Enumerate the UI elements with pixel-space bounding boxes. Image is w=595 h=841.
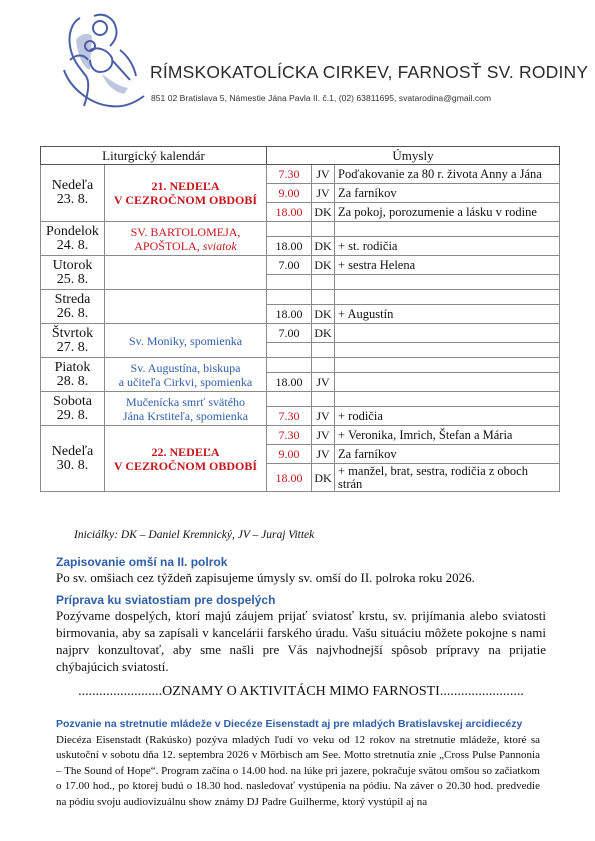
mass-intention [335,290,560,305]
table-header-row [41,147,560,165]
day-cell [41,256,105,290]
celebrant: DK [312,464,335,492]
celebrant: JV [312,445,335,464]
mass-time: 7.30 [267,407,312,426]
feast-title: Sv. Moniky, spomienka [128,333,243,348]
intentions-column-header: Úmysly [267,147,560,165]
organization-name: RÍMSKOKATOLÍCKA CIRKEV, FARNOSŤ SV. RODINY [150,62,589,82]
mass-time [267,358,312,373]
feast-title: 21. NEDEĽA [151,179,220,193]
feast-title: Sv. Augustína, biskupa [130,360,241,375]
day-cell [41,165,105,222]
celebrant: DK [312,324,335,343]
mass-intention: Poďakovanie za 80 r. života Anny a Jána [335,165,560,184]
table-row [41,392,560,407]
day-date: 24. 8. [56,237,89,253]
feast-cell [105,222,267,256]
feast-title: V CEZROČNOM OBDOBÍ [113,458,258,473]
feast-cell [105,256,267,290]
holy-family-logo-icon [50,10,152,110]
feast-title: 22. NEDEĽA [151,444,220,459]
section-text: Po sv. omšiach cez týždeň zapisujeme úmysly sv. omší do II. polroka roku 2026. [56,570,475,585]
mass-intention [335,275,560,290]
feast-title: APOŠTOLA, [134,238,200,253]
feast-cell [105,426,267,492]
initials-legend: Iniciálky: DK – Daniel Kremnický, JV – Juraj Vittek [74,529,315,541]
calendar-column-header: Liturgický kalendár [41,147,267,165]
table-row [41,426,560,445]
announcements-heading: ........................OZNAMY O AKTIVITÁCH MIMO FARNOSTI........................ [78,684,524,699]
day-date: 29. 8. [56,407,89,423]
feast-cell [105,290,267,324]
mass-intention: + rodičia [335,407,560,426]
day-name: Nedeľa [51,178,94,193]
celebrant [312,343,335,358]
celebrant: DK [312,203,335,222]
feast-rank: sviatok [202,238,237,253]
page-header [50,10,589,110]
mass-intention [335,358,560,373]
table-row [41,324,560,343]
section-title: Zapisovanie omší na II. polrok [56,555,228,569]
table-row [41,222,560,237]
day-name: Štvrtok [51,325,94,341]
section-text: Diecéza Eisenstadt (Rakúsko) pozýva mladých ľudí vo veku od 12 rokov na stretnutie mládeže, ktoré sa uskutoční v sobotu dňa 12. septembra 2026 v Mörbisch am See. Motto stretnutia znie „Cross Pulse Pannonia – The Sound of Hope“. Program začína o 14.00 hod. na lúke pri jazere, pokračuje svätou omšou so začiatkom o 17.00 hod., po ktorej budú o 18.30 hod. nasledovať vystúpenia na pódiu. Na záver o 20.30 hod. predvedie na pódiu svoju audiovizuálnu show známy DJ Padre Guilherme, ktorý vystúpil aj na [56,734,540,808]
feast-title: Mučenícka smrť svätého [125,394,246,409]
mass-time: 18.00 [267,464,312,492]
celebrant: JV [312,407,335,426]
mass-time: 7.30 [267,426,312,445]
feast-title: a učiteľa Cirkvi, spomienka [118,374,253,389]
feast-title: V CEZROČNOM OBDOBÍ [113,193,258,207]
section-title: Pozvanie na stretnutie mládeže v Diecéze Eisenstadt aj pre mladých Bratislavskej arcidiecézy [56,718,523,730]
mass-time: 18.00 [267,237,312,256]
celebrant [312,358,335,373]
feast-title: Jána Krstiteľa, spomienka [122,408,249,423]
celebrant [312,290,335,305]
mass-time [267,343,312,358]
table-row [41,256,560,275]
celebrant: DK [312,256,335,275]
organization-address: 851 02 Bratislava 5, Námestie Jána Pavla II. č.1, (02) 63811695, svatarodina@gmail.com [151,93,492,103]
table-row [41,165,560,184]
mass-schedule-table [40,146,560,492]
section-text: Pozývame dospelých, ktorí majú záujem prijať sviatosť krstu, sv. prijímania alebo sviatosti birmovania, aby sa zapísali v kancelárii farského úradu. Vašu situáciu môžete pokojne s nami najprv konzultovať, aby sme našli pre Vás najvhodnejší spôsob prípravy na prijatie chýbajúcich sviatostí. [56,608,546,674]
celebrant: JV [312,184,335,203]
mass-intention [335,373,560,392]
table-row [41,358,560,373]
day-date: 23. 8. [56,192,89,207]
day-date: 26. 8. [56,305,89,321]
mass-intention: + sestra Helena [335,256,560,275]
mass-intention [335,222,560,237]
day-date: 25. 8. [56,271,89,287]
day-cell [41,290,105,324]
celebrant: JV [312,373,335,392]
celebrant: DK [312,237,335,256]
mass-intention: Za farníkov [335,445,560,464]
mass-time: 18.00 [267,305,312,324]
mass-intention: + Veronika, Imrich, Štefan a Mária [335,426,560,445]
celebrant: JV [312,426,335,445]
day-cell [41,358,105,392]
mass-time: 18.00 [267,203,312,222]
celebrant [312,275,335,290]
mass-intention [335,392,560,407]
day-cell [41,324,105,358]
feast-cell [105,165,267,222]
mass-intention: Za pokoj, porozumenie a lásku v rodine [335,203,560,222]
mass-intention [335,343,560,358]
mass-intention [335,324,560,343]
day-name: Streda [54,291,91,307]
mass-time [267,392,312,407]
day-date: 28. 8. [56,373,89,389]
day-cell [41,392,105,426]
day-name: Sobota [53,393,92,409]
mass-time: 9.00 [267,184,312,203]
mass-time: 7.30 [267,165,312,184]
feast-cell [105,392,267,426]
day-date: 30. 8. [56,457,89,473]
mass-time [267,290,312,305]
mass-time [267,222,312,237]
day-name: Utorok [52,257,93,273]
mass-time: 7.00 [267,324,312,343]
table-row [41,290,560,305]
day-cell [41,222,105,256]
mass-intention: + manžel, brat, sestra, rodičia z oboch strán [335,464,560,492]
mass-intention: Za farníkov [335,184,560,203]
day-name: Piatok [54,359,91,375]
day-name: Nedeľa [51,443,94,459]
day-name: Pondelok [46,223,99,239]
celebrant: JV [312,165,335,184]
day-date: 27. 8. [56,339,89,355]
mass-time [267,275,312,290]
mass-intention: + st. rodičia [335,237,560,256]
feast-cell [105,324,267,358]
celebrant [312,392,335,407]
celebrant [312,222,335,237]
mass-time: 18.00 [267,373,312,392]
celebrant: DK [312,305,335,324]
section-title: Príprava ku sviatostiam pre dospelých [56,593,276,607]
mass-time: 9.00 [267,445,312,464]
mass-time: 7.00 [267,256,312,275]
feast-title: SV. BARTOLOMEJA, [130,224,241,239]
feast-cell [105,358,267,392]
day-cell [41,426,105,492]
mass-intention: + Augustín [335,305,560,324]
